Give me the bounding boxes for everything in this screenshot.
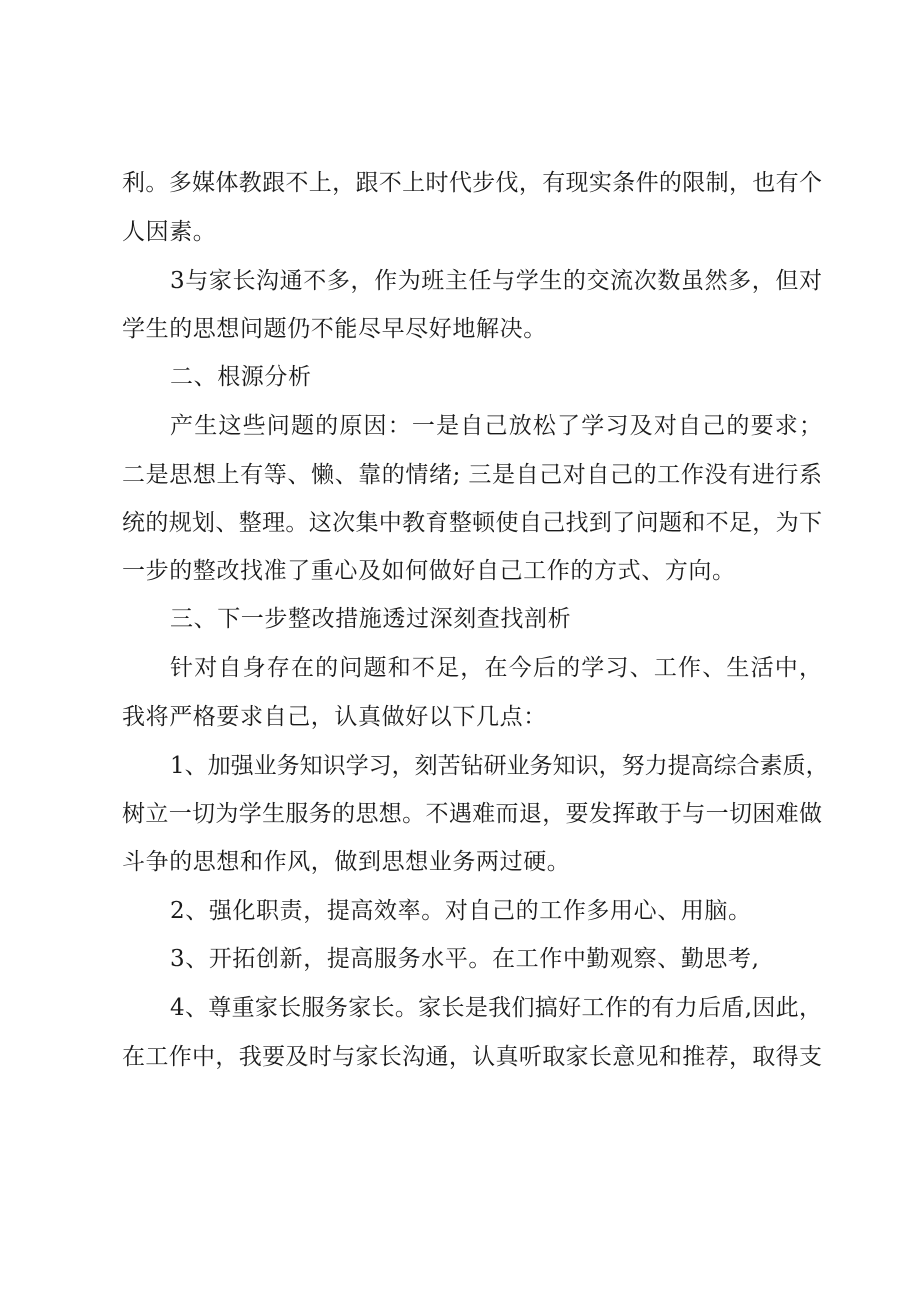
text-line: 2、强化职责，提高效率。对自己的工作多用心、用脑。 <box>170 898 752 924</box>
text-line: 1、加强业务知识学习，刻苦钻研业务知识，努力提高综合素质， <box>170 753 829 779</box>
text-line: 4、尊重家长服务家长。家长是我们搞好工作的有力后盾,因此， <box>170 995 822 1021</box>
text-line: 斗争的思想和作风，做到思想业务两过硬。 <box>122 849 571 875</box>
text-line: 3、开拓创新，提高服务水平。在工作中勤观察、勤思考, <box>170 946 760 972</box>
text-line: 产生这些问题的原因：一是自己放松了学习及对自己的要求； <box>170 413 822 439</box>
text-line: 学生的思想问题仍不能尽早尽好地解决。 <box>122 316 547 342</box>
text-line: 针对自身存在的问题和不足，在今后的学习、工作、生活中， <box>170 655 822 681</box>
text-line: 我将严格要求自己，认真做好以下几点： <box>122 704 547 730</box>
text-line: 树立一切为学生服务的思想。不遇难而退，要发挥敢于与一切困难做 <box>122 801 822 827</box>
text-line: 二是思想上有等、懒、靠的情绪; 三是自己对自己的工作没有进行系 <box>122 462 822 488</box>
text-line: 在工作中，我要及时与家长沟通，认真听取家长意见和推荐，取得支 <box>122 1044 822 1070</box>
text-line: 人因素。 <box>122 219 217 245</box>
text-line: 3与家长沟通不多，作为班主任与学生的交流次数虽然多，但对 <box>170 268 822 294</box>
section-heading: 二、根源分析 <box>170 364 312 390</box>
text-line: 利。多媒体教跟不上，跟不上时代步伐，有现实条件的限制，也有个 <box>122 170 822 196</box>
section-heading: 三、下一步整改措施透过深刻查找剖析 <box>170 606 572 632</box>
text-line: 统的规划、整理。这次集中教育整顿使自己找到了问题和不足，为下 <box>122 510 822 536</box>
text-line: 一步的整改找准了重心及如何做好自己工作的方式、方向。 <box>122 558 736 584</box>
